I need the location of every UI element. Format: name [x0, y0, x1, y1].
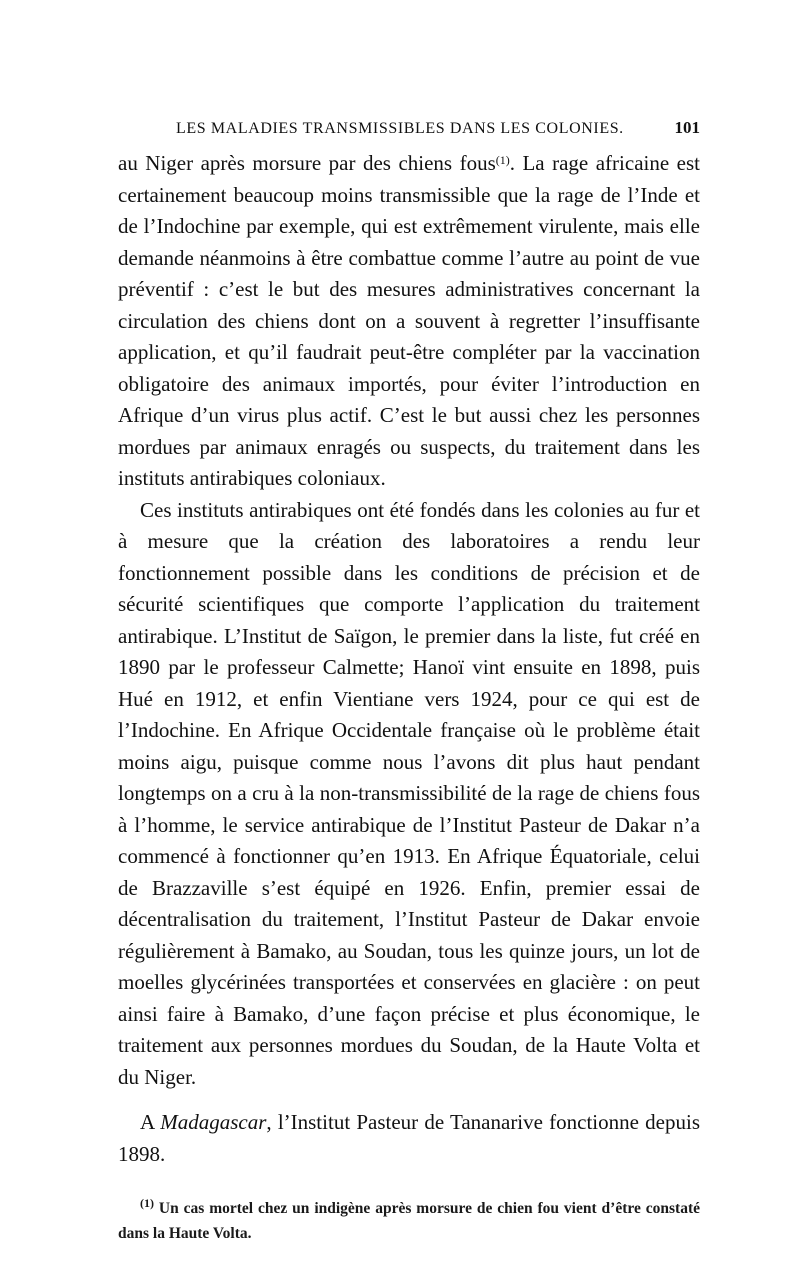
footnote-text: Un cas mortel chez un indigène après morsure de chien fou vient d’être constaté dans la Haute Volta. [118, 1200, 700, 1242]
footnote [118, 1196, 700, 1246]
book-page [118, 118, 700, 1262]
page-number: 101 [674, 118, 700, 137]
paragraph-1-text: au Niger après morsure par des chiens fous [118, 151, 496, 175]
paragraph-3-prefix: A [140, 1110, 161, 1134]
paragraph-3-rest: , l’Institut Pasteur de Tananarive fonctionne depuis 1898. [118, 1110, 700, 1166]
paragraph-1-rest: . La rage africaine est certainement beaucoup moins transmissible que la rage de l’Inde et de l’Indochine par exemple, qui est extrêmement virulente, mais elle demande néanmoins à être combattue comme l’autre au point de vue préventif : c’est le but des mesures administratives concernant la circulation des chiens dont on a souvent à regretter l’insuffisante application, et qu’il faudrait peut-être compléter par la vaccination obligatoire des animaux importés, pour éviter l’introduction en Afrique d’un virus plus actif. C’est le but aussi chez les personnes mordues par animaux enragés ou suspects, du traitement dans les instituts antirabiques coloniaux. [118, 151, 700, 490]
running-head [118, 118, 700, 138]
paragraph-instituts: Ces instituts antirabiques ont été fondés dans les colonies au fur et à mesure que la création des laboratoires a rendu leur fonctionnement possible dans les conditions de précision et de sécurité scientifiques que comporte l’application du traitement antirabique. L’Institut de Saïgon, le premier dans la liste, fut créé en 1890 par le professeur Calmette; Hanoï vint ensuite en 1898, puis Hué en 1912, et enfin Vientiane vers 1924, pour ce qui est de l’Indochine. En Afrique Occidentale française où le problème était moins aigu, puisque comme nous l’avons dit plus haut pendant longtemps on a cru à la non-transmissibilité de la rage de chiens fous à l’homme, le service antirabique de l’Institut Pasteur de Dakar n’a commencé à fonctionner qu’en 1913. En Afrique Équatoriale, celui de Brazzaville s’est équipé en 1926. Enfin, premier essai de décentralisation du traitement, l’Institut Pasteur de Dakar envoie régulièrement à Bamako, au Soudan, tous les quinze jours, un lot de moelles glycérinées transportées et conservées en glacière : on peut ainsi faire à Bamako, d’une façon précise et plus économique, le traitement aux personnes mordues du Soudan, de la Haute Volta et du Niger. [118, 497, 700, 1089]
footnote-reference: (1) [495, 153, 510, 167]
place-name-madagascar: Madagascar [160, 1110, 267, 1134]
footnote-marker: (1) [140, 1196, 154, 1210]
paragraph-continuation [118, 148, 700, 495]
paragraph-madagascar [118, 1107, 700, 1170]
paragraph-gap [118, 1093, 700, 1107]
running-title: LES MALADIES TRANSMISSIBLES DANS LES COLONIES. [176, 120, 624, 137]
